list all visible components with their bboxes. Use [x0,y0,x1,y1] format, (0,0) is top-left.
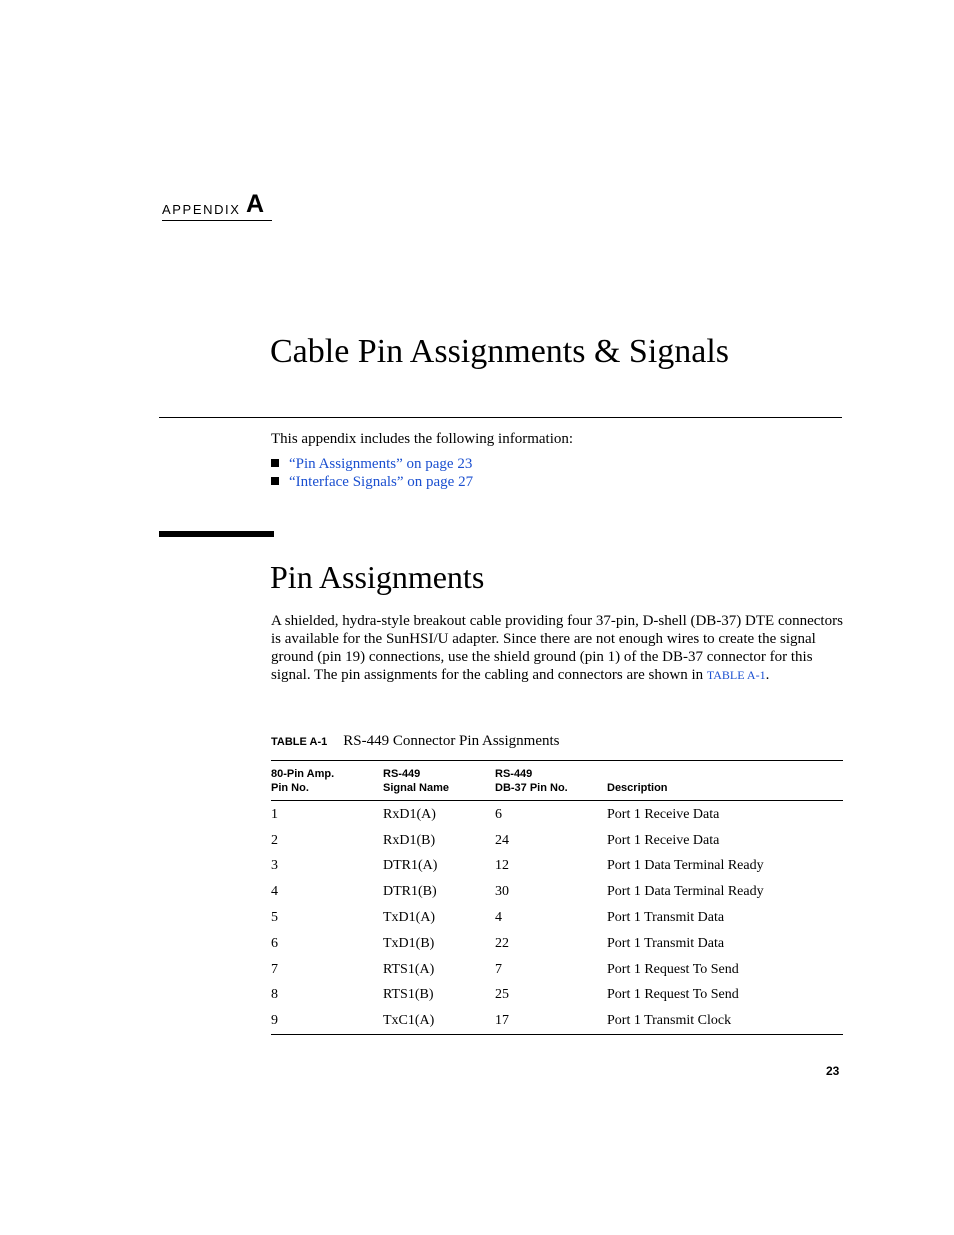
appendix-label [162,192,272,221]
bullet-icon [271,477,279,485]
table-cell: 6 [271,935,278,951]
table-cell: Port 1 Data Terminal Ready [607,884,764,900]
section-bar [159,531,274,537]
table-row [271,854,843,880]
title-divider [159,417,842,418]
table-cell: Port 1 Receive Data [607,832,720,848]
column-header: RS-449 DB-37 Pin No. [495,761,607,801]
table-cell: 30 [495,884,509,900]
table-cell: TxD1(B) [383,935,435,951]
table-row [271,905,843,931]
toc-item [271,473,473,491]
bullet-icon [271,459,279,467]
table-cell: 7 [495,961,502,977]
appendix-letter: A [246,190,265,218]
table-cell: 12 [495,858,509,874]
table-cell: 9 [271,1013,278,1029]
table-caption-tag: TABLE A-1 [271,736,328,748]
table-cell: 8 [271,987,278,1003]
table-cell: Port 1 Transmit Data [607,910,725,926]
page-number: 23 [826,1064,840,1078]
table-row [271,931,843,957]
toc-link-pin-assignments[interactable]: “Pin Assignments” on page 23 [289,456,473,472]
section-title: Pin Assignments [270,559,485,595]
table-row [271,801,843,828]
table-cell: 22 [495,935,509,951]
table-cell: Port 1 Data Terminal Ready [607,858,764,874]
table-header-row [271,761,843,801]
table-cell: 4 [495,910,502,926]
column-header: Description [607,761,843,801]
table-cell: Port 1 Request To Send [607,987,739,1003]
table-cell: DTR1(A) [383,858,438,874]
table-cell: Port 1 Request To Send [607,961,739,977]
table-cell: RTS1(B) [383,987,434,1003]
table-cell: RxD1(A) [383,806,436,822]
table-row [271,1008,843,1034]
table-cell: RTS1(A) [383,961,435,977]
toc-link-interface-signals[interactable]: “Interface Signals” on page 27 [289,474,474,490]
table-cell: Port 1 Receive Data [607,806,720,822]
table-cell: 24 [495,832,509,848]
table-cell: TxD1(A) [383,910,436,926]
table-row [271,879,843,905]
table-cell: RxD1(B) [383,832,436,848]
column-header: RS-449 Signal Name [383,761,495,801]
table-cell: 1 [271,806,278,822]
table-cell: 7 [271,961,278,977]
table-cell: 3 [271,858,278,874]
table-cell: Port 1 Transmit Data [607,935,725,951]
table-row [271,828,843,854]
pin-assignment-table [271,760,843,1035]
table-row [271,983,843,1009]
toc-list [271,455,473,491]
table-cell: 6 [495,806,502,822]
body-paragraph [271,612,843,684]
table-row [271,957,843,983]
body-text-end: . [765,667,770,683]
table-caption [271,733,560,750]
table-cell: Port 1 Transmit Clock [607,1013,732,1029]
table-reference-link[interactable]: TABLE A-1 [706,668,766,682]
table-caption-text: RS-449 Connector Pin Assignments [343,733,560,749]
column-header: 80-Pin Amp. Pin No. [271,761,383,801]
appendix-word: APPENDIX [162,202,241,217]
table-cell: 2 [271,832,278,848]
table-cell: TxC1(A) [383,1013,435,1029]
chapter-title: Cable Pin Assignments & Signals [270,333,730,370]
intro-text: This appendix includes the following information: [271,431,574,447]
table-cell: 17 [495,1013,509,1029]
table-cell: 4 [271,884,278,900]
body-text: A shielded, hydra-style breakout cable providing four 37-pin, D-shell (DB-37) DTE connectors is available for the SunHSI/U adapter. Since there are not enough wires to create the signal ground (pin 19) connections, use the shield ground (pin 1) of the DB-37 connector for this signal. The pin assignments for the cabling and connectors are shown in [271,613,843,683]
toc-item [271,455,473,473]
table-cell: 25 [495,987,509,1003]
table-cell: 5 [271,910,278,926]
table-cell: DTR1(B) [383,884,437,900]
